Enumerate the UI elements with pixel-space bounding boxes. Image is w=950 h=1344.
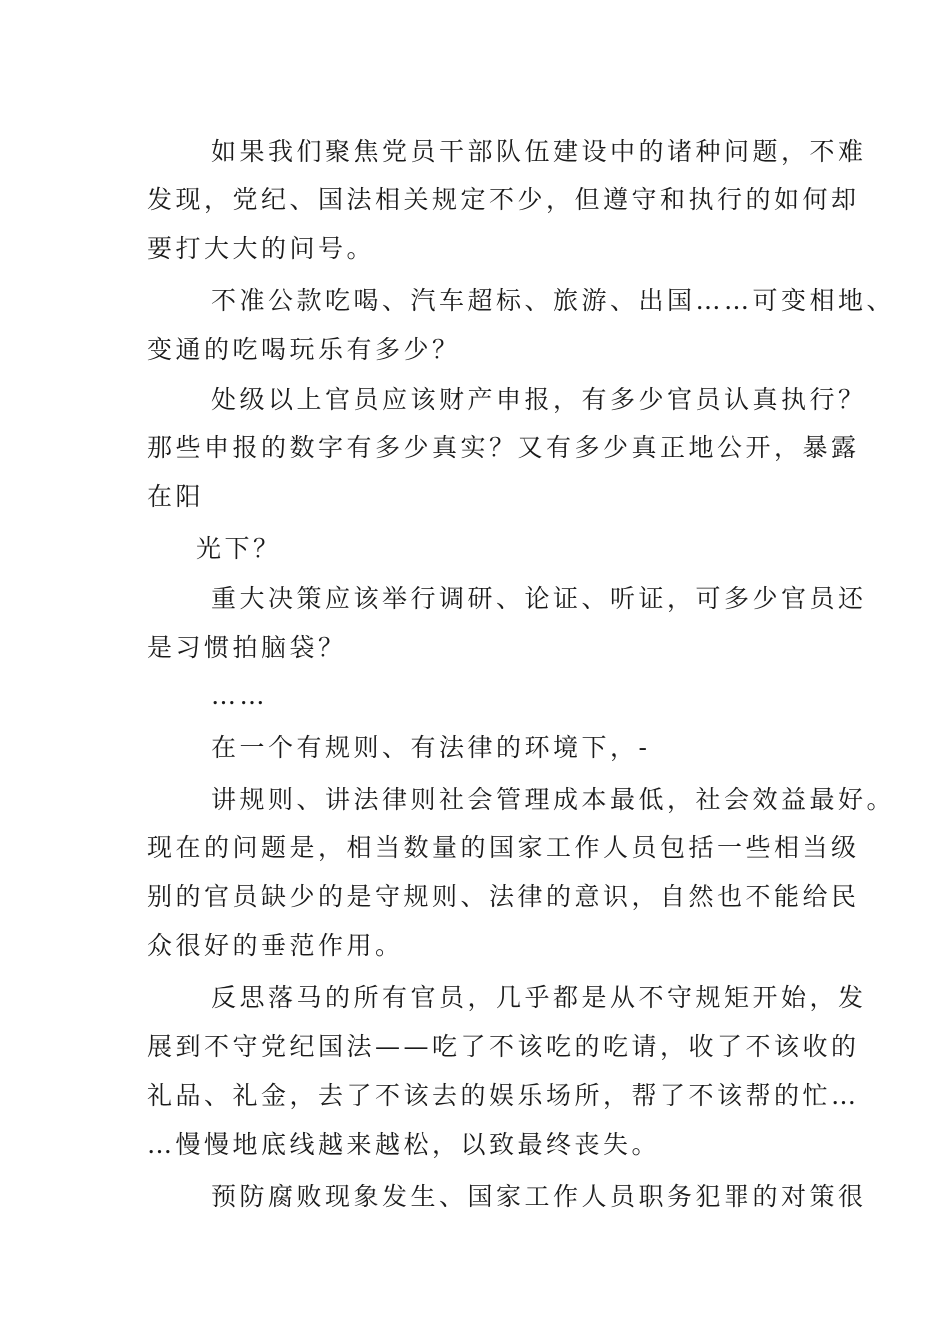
paragraph-line: 如果我们聚焦党员干部队伍建设中的诸种问题，不难 xyxy=(211,137,867,166)
paragraph-line: 光下？ xyxy=(196,534,282,563)
paragraph-line: 众很好的垂范作用。 xyxy=(147,931,404,960)
paragraph-line: 展到不守党纪国法——吃了不该吃的吃请，收了不该收的 xyxy=(147,1032,860,1061)
paragraph-line: 发现，党纪、国法相关规定不少，但遵守和执行的如何却 xyxy=(147,185,860,214)
paragraph-line: 那些申报的数字有多少真实？又有多少真正地公开，暴露 xyxy=(147,433,860,462)
paragraph-line: …慢慢地底线越来越松，以致最终丧失。 xyxy=(147,1130,661,1159)
paragraph-line: 别的官员缺少的是守规则、法律的意识，自然也不能给民 xyxy=(147,882,860,911)
paragraph-line: 要打大大的问号。 xyxy=(147,234,376,263)
paragraph-line: 现在的问题是，相当数量的国家工作人员包括一些相当级 xyxy=(147,833,860,862)
paragraph-line: 预防腐败现象发生、国家工作人员职务犯罪的对策很 xyxy=(211,1182,867,1211)
paragraph-line: 礼品、礼金，去了不该去的娱乐场所，帮了不该帮的忙… xyxy=(147,1081,860,1110)
paragraph-line: 重大决策应该举行调研、论证、听证，可多少官员还 xyxy=(211,584,867,613)
paragraph-line: 不准公款吃喝、汽车超标、旅游、出国……可变相地、 xyxy=(211,286,896,315)
paragraph-line: 处级以上官员应该财产申报，有多少官员认真执行？ xyxy=(211,385,867,414)
paragraph-line: 在一个有规则、有法律的环境下，- xyxy=(211,733,651,762)
paragraph-line: 变通的吃喝玩乐有多少？ xyxy=(147,335,461,364)
ellipsis-line: …… xyxy=(211,681,268,710)
paragraph-line: 在阳 xyxy=(147,482,205,511)
paragraph-line: 反思落马的所有官员，几乎都是从不守规矩开始，发 xyxy=(211,983,867,1012)
paragraph-line: 是习惯拍脑袋？ xyxy=(147,633,347,662)
paragraph-line: 讲规则、讲法律则社会管理成本最低，社会效益最好。 xyxy=(211,785,896,814)
